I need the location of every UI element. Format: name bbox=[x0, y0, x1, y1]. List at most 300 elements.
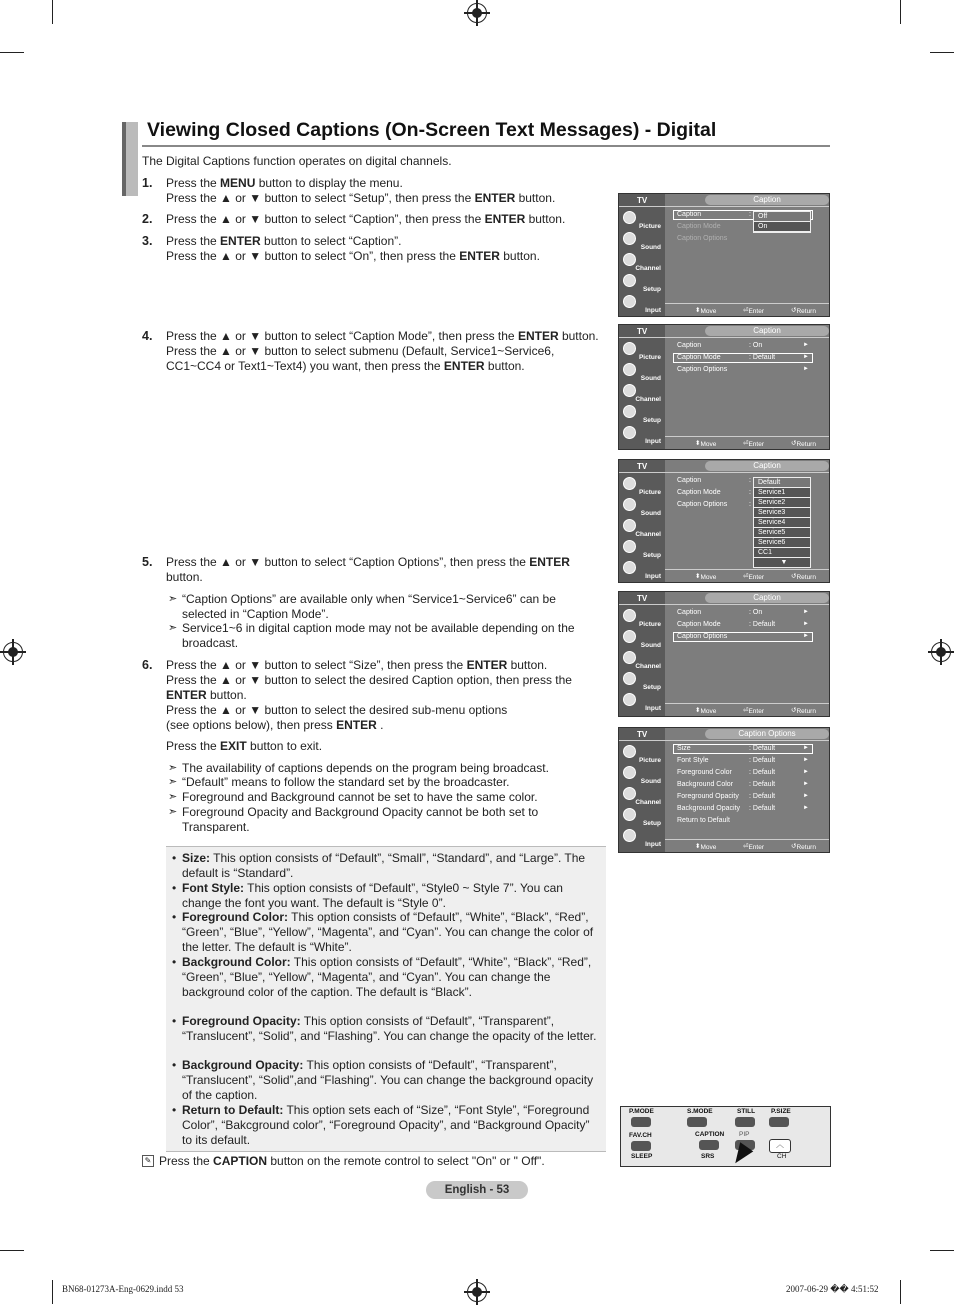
tv-menu-item bbox=[621, 744, 663, 764]
tv-menu-header: Caption bbox=[705, 195, 829, 205]
step-text bbox=[166, 658, 606, 733]
enter-label: Enter bbox=[748, 574, 764, 581]
crop-mark bbox=[930, 52, 954, 53]
registration-mark-icon bbox=[467, 3, 487, 23]
crop-mark bbox=[900, 1280, 901, 1304]
option-label: Foreground Opacity: bbox=[182, 1014, 301, 1028]
option-description: This option consists of “Default”, “White”, “Black”, “Red”, “Green”, “Blue”, “Yellow”, “Magenta”, and “Cyan”. You can change the background color of the caption. The default is “Black”. bbox=[182, 955, 592, 999]
step-text bbox=[166, 329, 606, 374]
step-line: (see options below), then press ENTER . bbox=[166, 718, 384, 732]
tv-option-label: Background Color bbox=[677, 781, 734, 788]
step-line: Press the ▲ or ▼ button to select “Size”, then press the ENTER button. bbox=[166, 658, 548, 672]
tv-option-label: Size bbox=[677, 745, 691, 752]
bullet-icon: • bbox=[172, 955, 177, 969]
page-number-badge: English - 53 bbox=[426, 1181, 528, 1199]
tv-option-label: Caption bbox=[677, 477, 702, 484]
note-text: Foreground and Background cannot be set to have the same color. bbox=[182, 790, 538, 804]
tv-menu-label: Setup bbox=[642, 684, 661, 691]
tv-menu-item bbox=[621, 362, 663, 382]
option-label: Background Opacity: bbox=[182, 1058, 304, 1072]
remote-label: STILL bbox=[737, 1108, 756, 1115]
picture-icon bbox=[623, 477, 636, 490]
still-button bbox=[735, 1117, 755, 1127]
tv-menu-item bbox=[621, 560, 663, 580]
tv-menu-screen bbox=[618, 193, 830, 317]
tv-option-value: : Default bbox=[749, 805, 776, 812]
tv-menu-label: Input bbox=[645, 307, 661, 314]
tv-label: TV bbox=[637, 730, 648, 739]
return-label: Return bbox=[796, 708, 816, 715]
note-item bbox=[168, 761, 602, 776]
dropdown-option: Service6 bbox=[754, 538, 810, 548]
tv-label: TV bbox=[637, 594, 648, 603]
arrow-right-icon: ► bbox=[803, 757, 809, 763]
crop-mark bbox=[0, 52, 24, 53]
tv-option-value: : On bbox=[749, 609, 763, 616]
tv-menu-label: Picture bbox=[638, 223, 661, 230]
move-hint: ⬍ Move bbox=[695, 843, 717, 851]
options-box bbox=[166, 846, 606, 1152]
return-hint: ↺ Return bbox=[791, 573, 816, 581]
note-text: “Caption Options” are available only when “Service1~Service6” can be selected in “Caption Mode”. bbox=[182, 592, 556, 621]
return-label: Return bbox=[796, 308, 816, 315]
sound-icon bbox=[623, 232, 636, 245]
tv-option-label: Caption bbox=[677, 211, 702, 218]
move-hint: ⬍ Move bbox=[695, 307, 717, 315]
tv-footer-hints bbox=[665, 703, 829, 716]
tv-option-value: : bbox=[749, 477, 751, 484]
tv-menu-label: Sound bbox=[640, 375, 661, 382]
tv-option-label: Caption Options bbox=[677, 366, 728, 373]
remote-control-image bbox=[620, 1106, 831, 1167]
tv-menu-item bbox=[621, 497, 663, 517]
enter-hint: ⏎ Enter bbox=[743, 843, 764, 851]
arrow-right-icon: ► bbox=[803, 769, 809, 775]
tv-option-value: : Default bbox=[749, 793, 776, 800]
tv-menu-item bbox=[621, 539, 663, 559]
remote-label: FAV.CH bbox=[629, 1132, 652, 1139]
move-hint: ⬍ Move bbox=[695, 440, 717, 448]
arrow-right-icon: ► bbox=[803, 781, 809, 787]
tv-menu-label: Input bbox=[645, 573, 661, 580]
pmode-button bbox=[631, 1117, 651, 1127]
tv-menu-label: Picture bbox=[638, 757, 661, 764]
tv-option-label: Caption Mode bbox=[677, 354, 721, 361]
tv-menu-label: Channel bbox=[635, 265, 661, 272]
tv-menu-item bbox=[621, 608, 663, 628]
tv-menu-label: Setup bbox=[642, 820, 661, 827]
tv-menu-label: Input bbox=[645, 705, 661, 712]
crop-mark bbox=[900, 0, 901, 24]
bullet-icon: • bbox=[172, 910, 177, 924]
option-item bbox=[172, 1014, 600, 1044]
selection-highlight bbox=[673, 744, 813, 754]
psize-button bbox=[769, 1117, 789, 1127]
tv-option-value: : Default bbox=[749, 354, 776, 361]
tv-option-value: : bbox=[749, 211, 751, 218]
return-hint: ↺ Return bbox=[791, 707, 816, 715]
note-arrow-icon: ➣ bbox=[168, 791, 178, 803]
arrow-right-icon: ► bbox=[803, 342, 809, 348]
favch-button bbox=[631, 1141, 651, 1151]
tv-menu-header: Caption Options bbox=[705, 729, 829, 739]
enter-hint: ⏎ Enter bbox=[743, 573, 764, 581]
arrow-right-icon: ► bbox=[803, 621, 809, 627]
tv-menu-label: Setup bbox=[642, 417, 661, 424]
picture-icon bbox=[623, 342, 636, 355]
tv-menu-label: Channel bbox=[635, 799, 661, 806]
enter-label: Enter bbox=[748, 308, 764, 315]
sound-icon bbox=[623, 363, 636, 376]
tv-option-label: Caption Mode bbox=[677, 223, 721, 230]
input-icon bbox=[623, 426, 636, 439]
note-text: “Default” means to follow the standard set by the broadcaster. bbox=[182, 775, 510, 789]
option-label: Foreground Color: bbox=[182, 910, 288, 924]
remote-label: S.MODE bbox=[687, 1108, 713, 1115]
enter-hint: ⏎ Enter bbox=[743, 440, 764, 448]
crop-mark bbox=[0, 1250, 24, 1251]
note-arrow-icon: ➣ bbox=[168, 776, 178, 788]
dropdown-option: Service2 bbox=[754, 498, 810, 508]
option-description: This option consists of “Default”, “Transparent”, “Translucent”, “Solid”, and “Flashing”. You can change the opacity of the letter. bbox=[182, 1014, 597, 1043]
option-label: Return to Default: bbox=[182, 1103, 284, 1117]
caption-tip: Press the CAPTION button on the remote control to select "On" or " Off". bbox=[159, 1154, 545, 1168]
picture-icon bbox=[623, 211, 636, 224]
tv-menu-label: Sound bbox=[640, 244, 661, 251]
step-number: 5. bbox=[142, 555, 153, 569]
tv-menu-item bbox=[621, 252, 663, 272]
channel-icon bbox=[623, 253, 636, 266]
setup-icon bbox=[623, 405, 636, 418]
tv-menu-label: Sound bbox=[640, 510, 661, 517]
registration-mark-icon bbox=[3, 642, 23, 662]
tv-label: TV bbox=[637, 327, 648, 336]
tv-menu-label: Picture bbox=[638, 489, 661, 496]
dropdown-option: Service1 bbox=[754, 488, 810, 498]
note-text: The availability of captions depends on the program being broadcast. bbox=[182, 761, 549, 775]
tv-menu-screen bbox=[618, 727, 830, 853]
step-line: Press the ▲ or ▼ button to select “Caption”, then press the ENTER button. bbox=[166, 212, 566, 226]
note-item bbox=[168, 790, 602, 805]
page-title: Viewing Closed Captions (On-Screen Text Messages) - Digital bbox=[147, 119, 717, 141]
remote-label: P.SIZE bbox=[771, 1108, 791, 1115]
imprint-timestamp: 2007-06-29 �� 4:51:52 bbox=[786, 1284, 879, 1294]
arrow-right-icon: ► bbox=[803, 793, 809, 799]
note-item bbox=[168, 775, 602, 790]
return-label: Return bbox=[796, 574, 816, 581]
channel-icon bbox=[623, 519, 636, 532]
tv-menu-screen bbox=[618, 591, 830, 717]
setup-icon bbox=[623, 274, 636, 287]
tv-option-label: Caption bbox=[677, 342, 702, 349]
tv-menu-screen bbox=[618, 459, 830, 583]
hand-note-icon: ✎ bbox=[142, 1155, 154, 1167]
step-number: 3. bbox=[142, 234, 153, 248]
return-hint: ↺ Return bbox=[791, 307, 816, 315]
tv-footer-hints bbox=[665, 839, 829, 852]
arrow-right-icon: ► bbox=[803, 609, 809, 615]
move-label: Move bbox=[700, 441, 717, 448]
return-label: Return bbox=[796, 844, 816, 851]
step-line: Press the MENU button to display the menu. bbox=[166, 176, 403, 190]
tv-option-value: : Default bbox=[749, 757, 776, 764]
note-text: Service1~6 in digital caption mode may not be available depending on the broadcast. bbox=[182, 621, 575, 650]
tv-menu-label: Sound bbox=[640, 642, 661, 649]
remote-label: SLEEP bbox=[631, 1153, 653, 1160]
step-line: Press the ▲ or ▼ button to select “Caption Options”, then press the ENTER bbox=[166, 555, 570, 569]
tv-option-label: Font Style bbox=[677, 757, 709, 764]
tv-label: TV bbox=[637, 462, 648, 471]
tv-option-value: : Default bbox=[749, 781, 776, 788]
tv-option-label: Caption Options bbox=[677, 235, 728, 242]
tv-dropdown-list bbox=[753, 477, 811, 568]
step-text bbox=[166, 555, 606, 585]
return-hint: ↺ Return bbox=[791, 843, 816, 851]
tv-option-value: : Default bbox=[749, 769, 776, 776]
tv-menu-item bbox=[621, 807, 663, 827]
enter-label: Enter bbox=[748, 441, 764, 448]
step-text bbox=[166, 212, 606, 227]
tv-option-value: : bbox=[749, 489, 751, 496]
remote-label: PIP bbox=[739, 1131, 750, 1138]
option-description: This option consists of “Default”, “White”, “Black”, “Red”, “Green”, “Blue”, “Yellow”, “Magenta”, and “Cyan”. You can change the color of the letter. The default is “White”. bbox=[182, 910, 594, 954]
enter-hint: ⏎ Enter bbox=[743, 707, 764, 715]
tv-menu-item bbox=[621, 629, 663, 649]
divider bbox=[619, 740, 829, 741]
tv-menu-header: Caption bbox=[705, 326, 829, 336]
tv-menu-item bbox=[621, 828, 663, 848]
tv-menu-item bbox=[621, 518, 663, 538]
dropdown-option: CC1 bbox=[754, 548, 810, 558]
bullet-icon: • bbox=[172, 1014, 177, 1028]
tv-menu-item bbox=[621, 341, 663, 361]
intro-text: The Digital Captions function operates on digital channels. bbox=[142, 154, 452, 168]
arrow-right-icon: ► bbox=[803, 354, 809, 360]
tv-footer-hints bbox=[665, 569, 829, 582]
divider bbox=[619, 206, 829, 207]
tv-menu-item bbox=[621, 231, 663, 251]
divider bbox=[619, 604, 829, 605]
tv-menu-label: Setup bbox=[642, 552, 661, 559]
input-icon bbox=[623, 693, 636, 706]
remote-label: CAPTION bbox=[695, 1131, 725, 1138]
input-icon bbox=[623, 295, 636, 308]
sound-icon bbox=[623, 498, 636, 511]
title-accent-bar bbox=[122, 122, 138, 196]
note-text: Foreground Opacity and Background Opacity cannot be both set to Transparent. bbox=[182, 805, 539, 834]
step-line: button. bbox=[166, 570, 203, 584]
tv-menu-item bbox=[621, 476, 663, 496]
tv-option-label: Caption Mode bbox=[677, 621, 721, 628]
tv-menu-item bbox=[621, 273, 663, 293]
input-icon bbox=[623, 561, 636, 574]
tv-menu-item bbox=[621, 210, 663, 230]
bullet-icon: • bbox=[172, 1103, 177, 1117]
channel-up-icon: ︿ bbox=[769, 1139, 791, 1153]
dropdown-option: Default bbox=[754, 478, 810, 488]
tv-option-label: Caption Mode bbox=[677, 489, 721, 496]
option-item bbox=[172, 1058, 600, 1103]
option-item bbox=[172, 851, 600, 881]
picture-icon bbox=[623, 609, 636, 622]
note-arrow-icon: ➣ bbox=[168, 806, 178, 818]
tv-menu-label: Picture bbox=[638, 354, 661, 361]
channel-icon bbox=[623, 384, 636, 397]
arrow-right-icon: ► bbox=[803, 805, 809, 811]
smode-button bbox=[687, 1117, 707, 1127]
tv-menu-item bbox=[621, 786, 663, 806]
picture-icon bbox=[623, 745, 636, 758]
note-item bbox=[168, 592, 602, 622]
dropdown-option: Off bbox=[754, 212, 810, 222]
step-line: Press the ENTER button to select “Caption”. bbox=[166, 234, 402, 248]
crop-mark bbox=[930, 1250, 954, 1251]
setup-icon bbox=[623, 672, 636, 685]
note-arrow-icon: ➣ bbox=[168, 593, 178, 605]
bullet-icon: • bbox=[172, 1058, 177, 1072]
channel-icon bbox=[623, 651, 636, 664]
enter-hint: ⏎ Enter bbox=[743, 307, 764, 315]
divider bbox=[619, 337, 829, 338]
arrow-right-icon: ► bbox=[803, 633, 809, 639]
crop-mark bbox=[52, 0, 53, 24]
tv-menu-item bbox=[621, 765, 663, 785]
tv-menu-item bbox=[621, 650, 663, 670]
step-number: 6. bbox=[142, 658, 153, 672]
step-line: Press the ▲ or ▼ button to select “On”, then press the ENTER button. bbox=[166, 249, 540, 263]
title-rule bbox=[142, 145, 830, 147]
move-label: Move bbox=[700, 574, 717, 581]
sound-icon bbox=[623, 630, 636, 643]
tv-option-label: Background Opacity bbox=[677, 805, 741, 812]
option-item bbox=[172, 881, 600, 911]
dropdown-option: ▼ bbox=[780, 559, 788, 566]
step-line: Press the ▲ or ▼ button to select “Setup”, then press the ENTER button. bbox=[166, 191, 556, 205]
note-item bbox=[168, 621, 602, 651]
tv-menu-item bbox=[621, 692, 663, 712]
input-icon bbox=[623, 829, 636, 842]
tv-menu-header: Caption bbox=[705, 461, 829, 471]
tv-menu-item bbox=[621, 383, 663, 403]
step-number: 4. bbox=[142, 329, 153, 343]
return-label: Return bbox=[796, 441, 816, 448]
step-text bbox=[166, 176, 606, 206]
step-number: 2. bbox=[142, 212, 153, 226]
tv-option-label: Caption Options bbox=[677, 501, 728, 508]
step-line: Press the ▲ or ▼ button to select the desired Caption option, then press the bbox=[166, 673, 572, 687]
caption-button bbox=[699, 1140, 719, 1150]
option-label: Background Color: bbox=[182, 955, 291, 969]
tv-option-label: Foreground Opacity bbox=[677, 793, 739, 800]
tv-menu-label: Setup bbox=[642, 286, 661, 293]
tv-menu-label: Channel bbox=[635, 531, 661, 538]
option-description: This option consists of “Default”, “Style0 ~ Style 7”. You can change the font you want. The default is “Style 0”. bbox=[182, 881, 563, 910]
step-line: Press the ▲ or ▼ button to select the desired sub-menu options bbox=[166, 703, 508, 717]
dropdown-option: Service5 bbox=[754, 528, 810, 538]
step-line: Press the ▲ or ▼ button to select submenu (Default, Service1~Service6, bbox=[166, 344, 555, 358]
option-description: This option sets each of “Size”, “Font Style”, “Foreground Color”, “Bakcground color”, “Foreground Opacity”, and “Background Opacity” to its default. bbox=[182, 1103, 590, 1147]
sound-icon bbox=[623, 766, 636, 779]
move-label: Move bbox=[700, 308, 717, 315]
option-item bbox=[172, 955, 600, 1000]
tv-option-value: : On bbox=[749, 342, 763, 349]
arrow-right-icon: ► bbox=[803, 745, 809, 751]
option-description: This option consists of “Default”, “Transparent”, “Translucent”, “Solid”,and “Flashing”. You can change the background opacity of the caption. bbox=[182, 1058, 594, 1102]
arrow-right-icon: ► bbox=[803, 366, 809, 372]
tv-menu-item bbox=[621, 404, 663, 424]
option-item bbox=[172, 910, 600, 955]
return-hint: ↺ Return bbox=[791, 440, 816, 448]
note-arrow-icon: ➣ bbox=[168, 762, 178, 774]
step-text bbox=[166, 234, 606, 264]
tv-menu-item bbox=[621, 294, 663, 314]
tv-footer-hints bbox=[665, 303, 829, 316]
option-description: This option consists of “Default”, “Small”, “Standard”, and “Large”. The default is “Standard”. bbox=[182, 851, 586, 880]
tv-menu-label: Input bbox=[645, 841, 661, 848]
exit-instruction: Press the EXIT button to exit. bbox=[166, 739, 323, 753]
step-line: CC1~CC4 or Text1~Text4) you want, then press the ENTER button. bbox=[166, 359, 525, 373]
tv-option-label: Return to Default bbox=[677, 817, 730, 824]
tv-label: TV bbox=[637, 196, 648, 205]
setup-icon bbox=[623, 540, 636, 553]
bullet-icon: • bbox=[172, 851, 177, 865]
move-label: Move bbox=[700, 844, 717, 851]
tv-option-label: Caption bbox=[677, 609, 702, 616]
divider bbox=[619, 472, 829, 473]
enter-label: Enter bbox=[748, 708, 764, 715]
option-label: Font Style: bbox=[182, 881, 244, 895]
tv-menu-header: Caption bbox=[705, 593, 829, 603]
registration-mark-icon bbox=[467, 1282, 487, 1302]
tv-menu-label: Sound bbox=[640, 778, 661, 785]
tv-menu-item bbox=[621, 671, 663, 691]
tv-menu-label: Input bbox=[645, 438, 661, 445]
channel-icon bbox=[623, 787, 636, 800]
step-number: 1. bbox=[142, 176, 153, 190]
registration-mark-icon bbox=[931, 642, 951, 662]
tv-menu-screen bbox=[618, 324, 830, 450]
remote-label: SRS bbox=[701, 1153, 715, 1160]
remote-label: P.MODE bbox=[629, 1108, 654, 1115]
dropdown-option: Service4 bbox=[754, 518, 810, 528]
move-label: Move bbox=[700, 708, 717, 715]
tv-option-label: Caption Options bbox=[677, 633, 728, 640]
tv-option-value: : Default bbox=[749, 621, 776, 628]
note-arrow-icon: ➣ bbox=[168, 622, 178, 634]
dropdown-option: Service3 bbox=[754, 508, 810, 518]
bullet-icon: • bbox=[172, 881, 177, 895]
tv-option-label: Foreground Color bbox=[677, 769, 732, 776]
step-line: Press the ▲ or ▼ button to select “Caption Mode”, then press the ENTER button. bbox=[166, 329, 599, 343]
tv-option-value: : Default bbox=[749, 745, 776, 752]
tv-footer-hints bbox=[665, 436, 829, 449]
crop-mark bbox=[52, 1280, 53, 1304]
move-hint: ⬍ Move bbox=[695, 573, 717, 581]
option-label: Size: bbox=[182, 851, 211, 865]
option-item bbox=[172, 1103, 600, 1148]
dropdown-option: On bbox=[754, 222, 810, 232]
tv-dropdown-list bbox=[753, 211, 811, 233]
tv-menu-label: Channel bbox=[635, 396, 661, 403]
imprint-filename: BN68-01273A-Eng-0629.indd 53 bbox=[62, 1284, 184, 1294]
tv-menu-item bbox=[621, 425, 663, 445]
step-line: ENTER button. bbox=[166, 688, 247, 702]
remote-label: CH bbox=[777, 1153, 787, 1160]
move-hint: ⬍ Move bbox=[695, 707, 717, 715]
enter-label: Enter bbox=[748, 844, 764, 851]
tv-menu-label: Channel bbox=[635, 663, 661, 670]
tv-option-value: : bbox=[749, 501, 751, 508]
